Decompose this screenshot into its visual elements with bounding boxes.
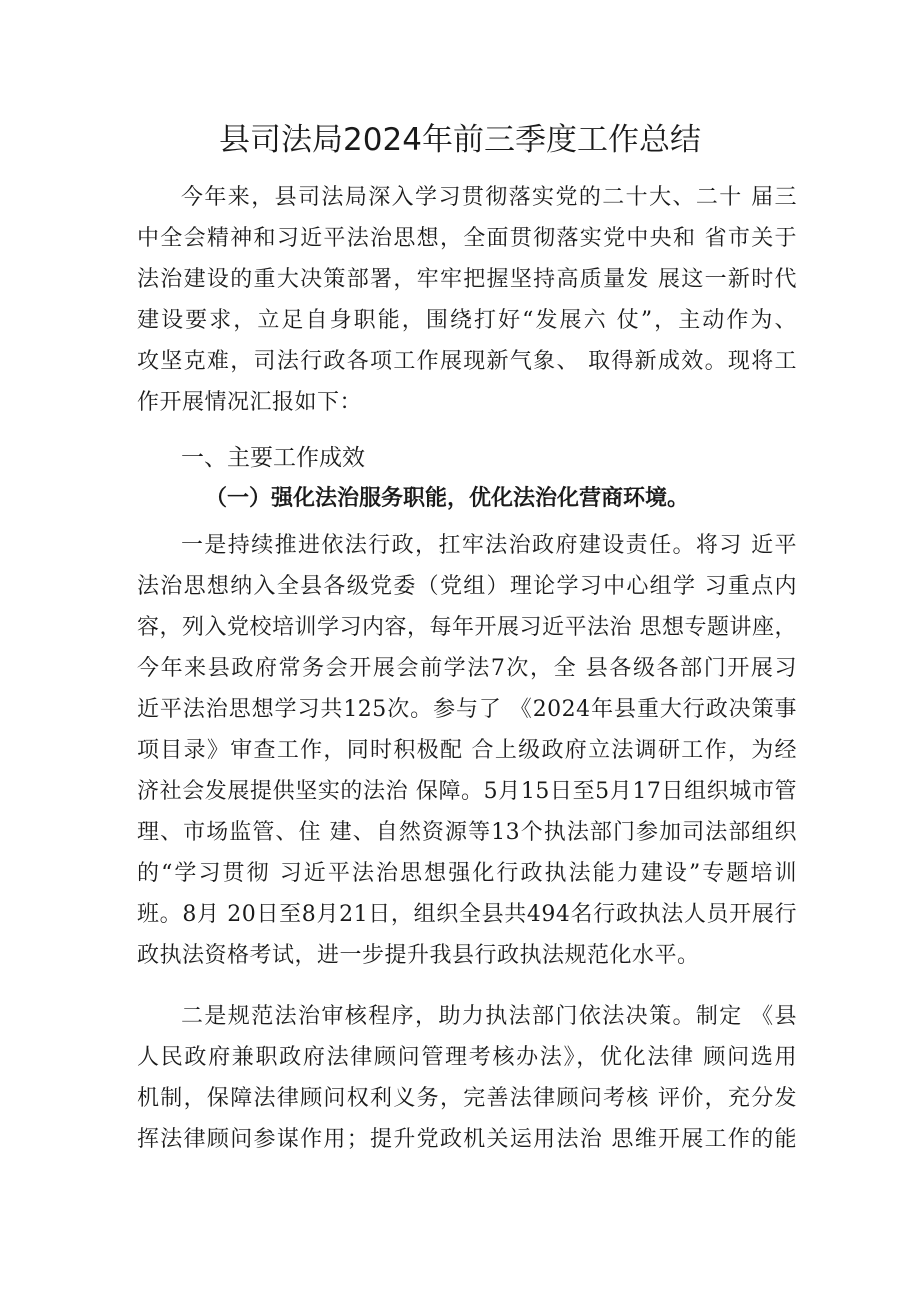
text-line: 作开展情况汇报如下： [137,390,363,415]
text-line: 项目录》审查工作，同时积极配 合上级政府立法调研工作，为经 [137,738,797,763]
text-line: 班。8月 20日至8月21日，组织全县共494名行政执法人员开展行 [137,902,797,927]
text-line: 政执法资格考试，进一步提升我县行政执法规范化水平。 [137,943,700,968]
text-line: 法治建设的重大决策部署，牢牢把握坚持高质量发 展这一新时代 [137,267,797,292]
text-line: 济社会发展提供坚实的法治 保障。5月15日至5月17日组织城市管 [137,779,797,804]
text-line: 攻坚克难，司法行政各项工作展现新气象、 取得新成效。现将工 [137,349,797,374]
text-line: 机制，保障法律顾问权利义务，完善法律顾问考核 评价，充分发 [137,1086,797,1111]
text-line: 今年来县政府常务会开展会前学法7次，全 县各级各部门开展习 [137,656,797,681]
page-title: 县司法局2024年前三季度工作总结 [219,122,701,158]
text-line: 容，列入党校培训学习内容，每年开展习近平法治 思想专题讲座， [137,615,797,640]
section-heading: 一、主要工作成效 [181,445,365,471]
text-line: 今年来，县司法局深入学习贯彻落实党的二十大、二十 届三 [181,185,797,210]
text-line: 建设要求，立足自身职能，围绕打好“发展六 仗”，主动作为、 [137,308,797,333]
text-line: 的“学习贯彻 习近平法治思想强化行政执法能力建设”专题培训 [137,861,797,886]
subsection-heading: （一）强化法治服务职能，优化法治化营商环境。 [205,485,690,511]
text-line: 人民政府兼职政府法律顾问管理考核办法》，优化法律 顾问选用 [137,1045,797,1070]
text-line: 法治思想纳入全县各级党委（党组）理论学习中心组学 习重点内 [137,574,797,599]
text-line: 中全会精神和习近平法治思想，全面贯彻落实党中央和 省市关于 [137,226,797,251]
text-line: 一是持续推进依法行政，扛牢法治政府建设责任。将习 近平 [181,533,797,558]
text-line: 二是规范法治审核程序，助力执法部门依法决策。制定 《县 [181,1004,797,1029]
text-line: 理、市场监管、住 建、自然资源等13个执法部门参加司法部组织 [137,820,797,845]
text-line: 挥法律顾问参谋作用；提升党政机关运用法治 思维开展工作的能 [137,1127,797,1152]
text-line: 近平法治思想学习共125次。参与了 《2024年县重大行政决策事 [137,697,797,722]
